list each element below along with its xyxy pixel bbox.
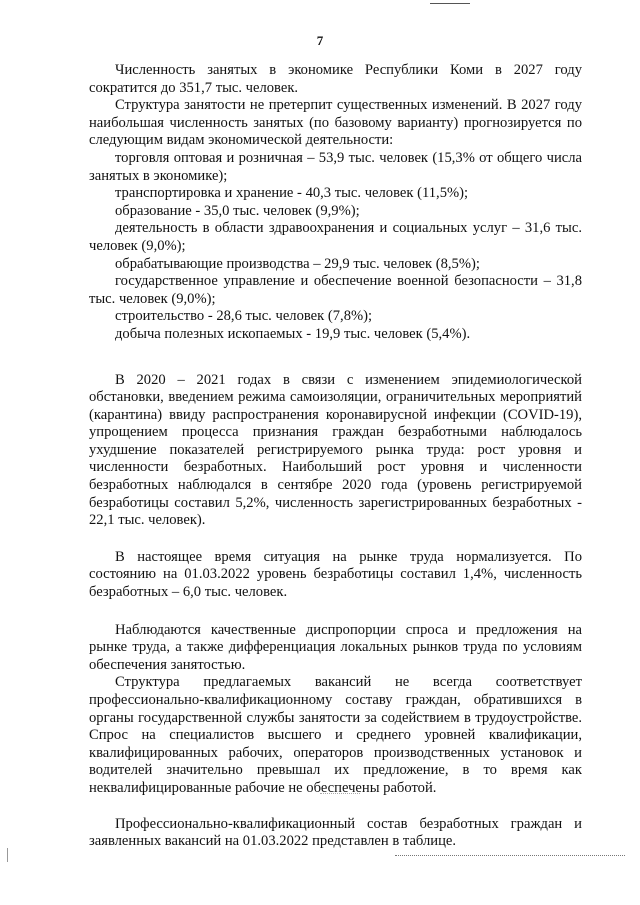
scan-mark-bottom	[395, 855, 625, 856]
list-item: транспортировка и хранение - 40,3 тыс. человек (11,5%);	[115, 185, 469, 202]
list-item: государственное управление и обеспечение военной безопасности – 31,8 тыс. человек (9,0%);	[89, 273, 582, 307]
paragraph-employment-structure: Структура занятости не претерпит существенных изменений. В 2027 году наибольшая численность занятых (по базовому варианту) прогнозируется по следующим видам экономической деятельности:	[89, 97, 582, 149]
document-body	[89, 62, 582, 851]
paragraph-employment-2027: Численность занятых в экономике Республики Коми в 2027 году сократится до 351,7 тыс. человек.	[89, 62, 582, 96]
scan-mark-left	[7, 848, 8, 862]
page-number: 7	[316, 33, 324, 48]
paragraph-table-reference: Профессионально-квалификационный состав безработных граждан и заявленных вакансий на 01.03.2022 представлен в таблице.	[89, 815, 582, 850]
list-item: добыча полезных ископаемых - 19,9 тыс. человек (5,4%).	[115, 325, 471, 342]
paragraph-current-situation: В настоящее время ситуация на рынке труда нормализуется. По состоянию на 01.03.2022 уровень безработицы составил 1,4%, численность безработных – 6,0 тыс. человек.	[89, 548, 582, 601]
paragraph-vacancy-structure: Структура предлагаемых вакансий не всегда соответствует профессионально-квалификационному составу граждан, обратившихся в органы государственной службы занятости за содействием в трудоустройстве. Спрос на специалистов высшего и среднего уровней квалификации, квалифицированных рабочих, операторов производственных установок и водителей значительно превышал их предложение, в то время как неквалифицированные рабочие не обеспечены работой.	[89, 674, 582, 796]
list-item: деятельность в области здравоохранения и социальных услуг – 31,6 тыс. человек (9,0%);	[89, 220, 582, 254]
list-item: строительство - 28,6 тыс. человек (7,8%);	[115, 308, 373, 325]
list-item: обрабатывающие производства – 29,9 тыс. человек (8,5%);	[115, 255, 480, 272]
paragraph-disproportions: Наблюдаются качественные диспропорции спроса и предложения на рынке труда, а также дифференциация локальных рынков труда по условиям обеспечения занятостью.	[89, 621, 582, 673]
list-item: торговля оптовая и розничная – 53,9 тыс. человек (15,3% от общего числа занятых в экономике);	[89, 149, 582, 184]
paragraph-covid-labor-market: В 2020 – 2021 годах в связи с изменением эпидемиологической обстановки, введением режима самоизоляции, ограничительных мероприятий (карантина) ввиду распространения коронавирусной инфекции (COVID-19), упрощением процесса признания граждан безработными наблюдалось ухудшение показателей регистрируемого рынка труда: рост уровня и численности безработных. Наибольший рост уровня и численности безработных наблюдался в сентябре 2020 года (уровень регистрируемой безработицы составил 5,2%, численность зарегистрированных безработных - 22,1 тыс. человек).	[89, 371, 582, 529]
scan-mark-middle	[320, 793, 360, 794]
scan-mark-top	[430, 3, 470, 4]
list-item: образование - 35,0 тыс. человек (9,9%);	[115, 202, 360, 219]
